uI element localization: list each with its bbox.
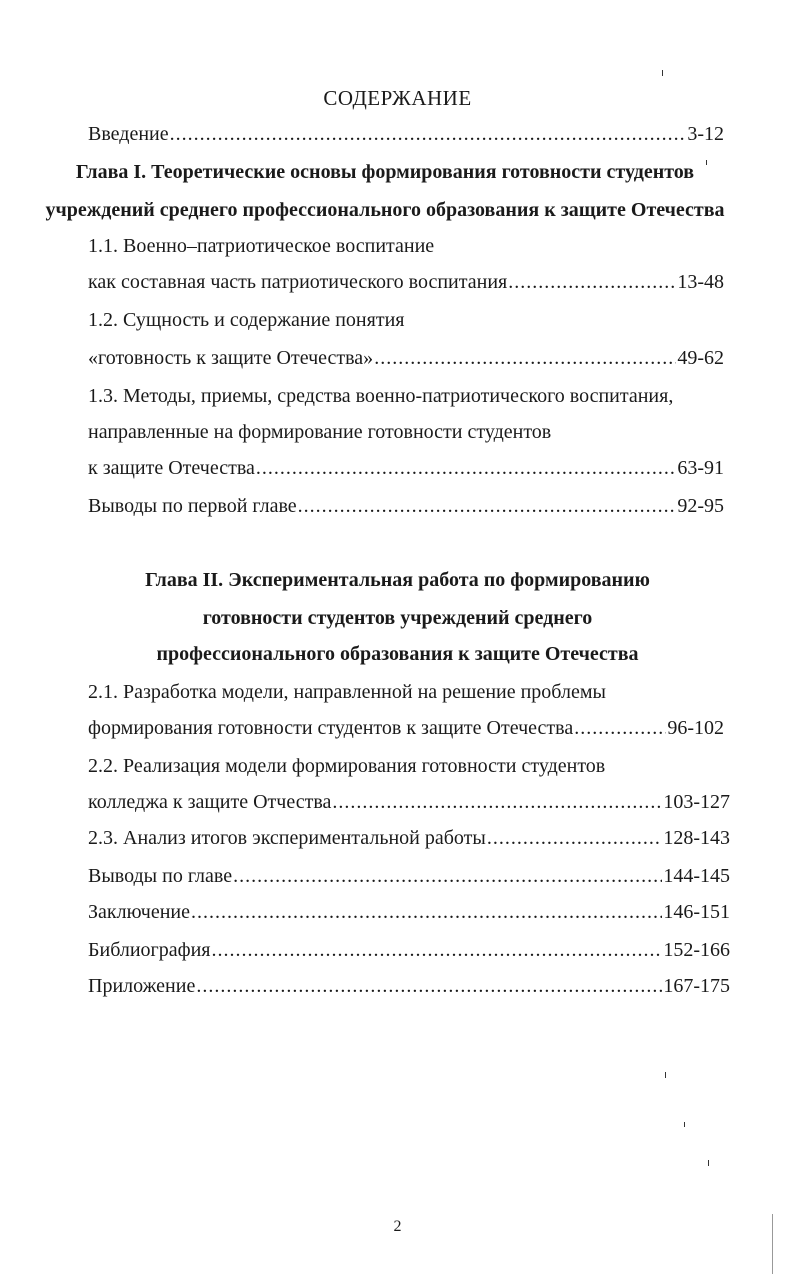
chapter2-title-line2: готовности студентов учреждений среднего (202, 607, 593, 629)
section-1-1-line1: 1.1. Военно–патриотическое воспитание (88, 235, 435, 257)
toc-entry-1-3 (88, 454, 724, 482)
toc-title: СОДЕРЖАНИЕ (323, 86, 472, 110)
toc-entry-pages: 13-48 (677, 271, 724, 293)
leader-dots (508, 268, 676, 296)
leader-dots (487, 824, 663, 852)
toc-entry-label: Выводы по главе (88, 865, 233, 887)
scan-speck (662, 70, 663, 76)
toc-entry-1-2 (88, 344, 724, 372)
toc-entry-label: «готовность к защите Отечества» (88, 347, 374, 369)
toc-entry-conclusion (88, 898, 730, 926)
toc-entry-2-2 (88, 788, 730, 816)
leader-dots (212, 936, 663, 964)
section-2-2-line1: 2.2. Реализация модели формирования готовности студентов (88, 755, 606, 777)
section-2-1-line1: 2.1. Разработка модели, направленной на решение проблемы (88, 681, 606, 703)
toc-entry-label: Выводы по первой главе (88, 495, 297, 517)
toc-entry-label: 2.3. Анализ итогов экспериментальной работы (88, 827, 486, 849)
chapter1-title-line2: учреждений среднего профессионального образования к защите Отечества (45, 199, 725, 221)
toc-entry-chapter1-conclusions (88, 492, 724, 520)
section-1-2-line1: 1.2. Сущность и содержание понятия (88, 309, 405, 331)
toc-entry-label: Библиография (88, 939, 211, 961)
toc-entry-pages: 63-91 (677, 457, 724, 479)
toc-entry-chapter2-conclusions (88, 862, 730, 890)
toc-entry-appendix (88, 972, 730, 1000)
leader-dots (196, 972, 662, 1000)
toc-entry-2-3 (88, 824, 730, 852)
leader-dots (233, 862, 662, 890)
toc-entry-1-1 (88, 268, 724, 296)
toc-entry-pages: 96-102 (667, 717, 724, 739)
chapter2-title-line3: профессионального образования к защите Отечества (156, 643, 639, 665)
toc-entry-pages: 152-166 (663, 939, 730, 961)
scan-speck (708, 1160, 709, 1166)
toc-entry-pages: 146-151 (663, 901, 730, 923)
section-1-3-line1: 1.3. Методы, приемы, средства военно-патриотического воспитания, (88, 385, 674, 407)
toc-entry-label: Приложение (88, 975, 196, 997)
toc-entry-pages: 167-175 (663, 975, 730, 997)
toc-entry-pages: 103-127 (663, 791, 730, 813)
toc-entry-pages: 3-12 (687, 123, 724, 145)
scan-speck (706, 160, 707, 165)
leader-dots (332, 788, 662, 816)
toc-entry-label: колледжа к защите Отчества (88, 791, 332, 813)
leader-dots (191, 898, 662, 926)
toc-entry-label: как составная часть патриотического воспитания (88, 271, 508, 293)
chapter1-title-line1: Глава I. Теоретические основы формирования готовности студентов (75, 161, 695, 183)
toc-entry-pages: 128-143 (663, 827, 730, 849)
toc-entry-2-1 (88, 714, 724, 742)
scan-speck (665, 1072, 666, 1078)
page-number: 2 (393, 1218, 402, 1235)
leader-dots (298, 492, 677, 520)
toc-entry-label: Заключение (88, 901, 190, 923)
toc-entry-bibliography (88, 936, 730, 964)
toc-entry-label: к защите Отечества (88, 457, 255, 479)
scan-edge-mark (772, 1214, 773, 1274)
leader-dots (374, 344, 676, 372)
scan-speck (684, 1122, 685, 1127)
toc-entry-label: Введение (88, 123, 169, 145)
leader-dots (256, 454, 676, 482)
toc-entry-pages: 49-62 (677, 347, 724, 369)
toc-entry-intro (88, 120, 724, 148)
toc-entry-pages: 144-145 (663, 865, 730, 887)
leader-dots (574, 714, 666, 742)
leader-dots (170, 120, 687, 148)
toc-entry-pages: 92-95 (677, 495, 724, 517)
chapter2-title-line1: Глава II. Экспериментальная работа по формированию (145, 569, 650, 591)
toc-entry-label: формирования готовности студентов к защите Отечества (88, 717, 574, 739)
section-1-3-line2: направленные на формирование готовности студентов (88, 421, 552, 443)
